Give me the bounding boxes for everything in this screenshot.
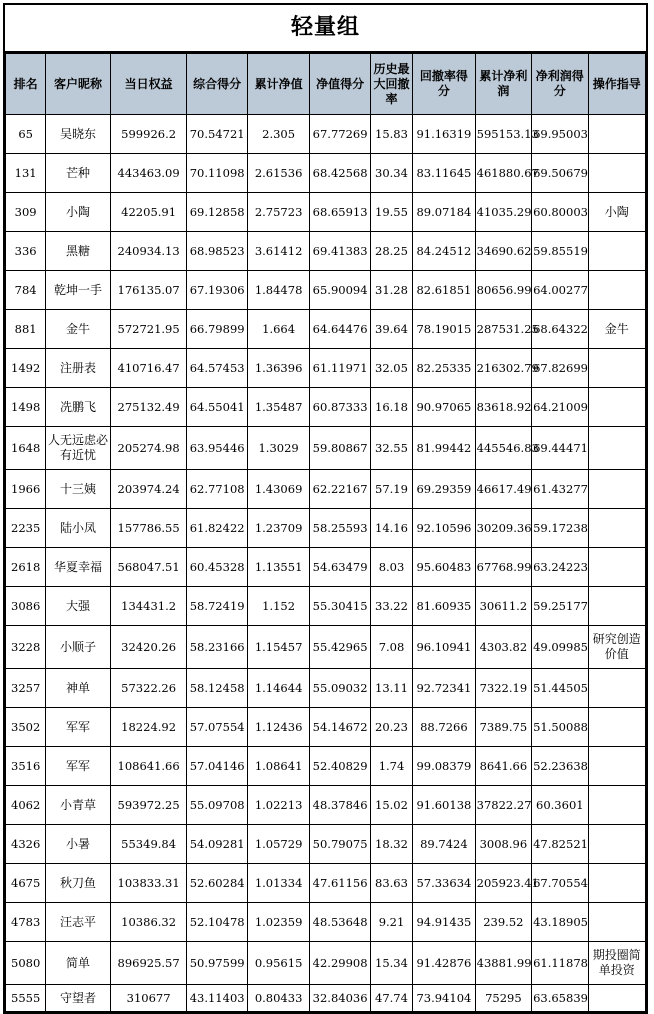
table-row [6, 626, 646, 669]
guidance-cell [588, 509, 645, 548]
max-drawdown-cell: 7.08 [370, 626, 412, 669]
table-row [6, 349, 646, 388]
max-drawdown-cell: 18.32 [370, 825, 412, 864]
guidance-cell [588, 747, 645, 786]
net-value-cell: 1.35487 [247, 388, 309, 427]
drawdown-score-cell: 82.25335 [413, 349, 475, 388]
net-profit-cell: 30209.36 [475, 509, 531, 548]
total-score-cell: 58.12458 [187, 669, 247, 708]
profit-score-cell: 64.21009 [532, 388, 588, 427]
max-drawdown-cell: 39.64 [370, 310, 412, 349]
net-value-score-cell: 58.25593 [310, 509, 370, 548]
equity-cell: 896925.57 [110, 942, 187, 985]
net-profit-cell: 3008.96 [475, 825, 531, 864]
rank-cell: 5080 [6, 942, 46, 985]
guidance-cell [588, 708, 645, 747]
guidance-cell: 研究创造价值 [588, 626, 645, 669]
profit-score-cell: 60.3601 [532, 786, 588, 825]
rank-cell: 5555 [6, 985, 46, 1012]
equity-cell: 572721.95 [110, 310, 187, 349]
nickname-cell: 军军 [46, 708, 111, 747]
table-row [6, 427, 646, 470]
drawdown-score-cell: 73.94104 [413, 985, 475, 1012]
net-value-score-cell: 52.40829 [310, 747, 370, 786]
profit-score-cell: 69.44471 [532, 427, 588, 470]
rank-cell: 309 [6, 193, 46, 232]
profit-score-cell: 47.82521 [532, 825, 588, 864]
header-drawdown-score: 回撤率得分 [413, 54, 475, 115]
net-value-score-cell: 69.41383 [310, 232, 370, 271]
equity-cell: 10386.32 [110, 903, 187, 942]
net-value-cell: 1.01334 [247, 864, 309, 903]
net-value-cell: 1.43069 [247, 470, 309, 509]
net-value-score-cell: 54.14672 [310, 708, 370, 747]
net-value-cell: 1.02213 [247, 786, 309, 825]
guidance-cell [588, 154, 645, 193]
net-profit-cell: 205923.41 [475, 864, 531, 903]
max-drawdown-cell: 16.18 [370, 388, 412, 427]
total-score-cell: 63.95446 [187, 427, 247, 470]
net-profit-cell: 8641.66 [475, 747, 531, 786]
table-row [6, 548, 646, 587]
net-value-cell: 0.95615 [247, 942, 309, 985]
nickname-cell: 汪志平 [46, 903, 111, 942]
net-profit-cell: 43881.99 [475, 942, 531, 985]
net-value-cell: 1.12436 [247, 708, 309, 747]
guidance-cell: 期投圈简单投资 [588, 942, 645, 985]
net-value-score-cell: 55.30415 [310, 587, 370, 626]
total-score-cell: 70.11098 [187, 154, 247, 193]
profit-score-cell: 69.50679 [532, 154, 588, 193]
total-score-cell: 61.82422 [187, 509, 247, 548]
net-profit-cell: 75295 [475, 985, 531, 1012]
rank-cell: 4783 [6, 903, 46, 942]
net-value-score-cell: 68.42568 [310, 154, 370, 193]
max-drawdown-cell: 20.23 [370, 708, 412, 747]
net-value-cell: 0.80433 [247, 985, 309, 1012]
nickname-cell: 小暑 [46, 825, 111, 864]
drawdown-score-cell: 81.99442 [413, 427, 475, 470]
equity-cell: 568047.51 [110, 548, 187, 587]
rank-cell: 4326 [6, 825, 46, 864]
equity-cell: 310677 [110, 985, 187, 1012]
net-value-cell: 2.75723 [247, 193, 309, 232]
max-drawdown-cell: 33.22 [370, 587, 412, 626]
net-profit-cell: 46617.49 [475, 470, 531, 509]
equity-cell: 176135.07 [110, 271, 187, 310]
total-score-cell: 52.60284 [187, 864, 247, 903]
profit-score-cell: 60.80003 [532, 193, 588, 232]
rank-cell: 4062 [6, 786, 46, 825]
equity-cell: 593972.25 [110, 786, 187, 825]
guidance-cell [588, 427, 645, 470]
nickname-cell: 黑糖 [46, 232, 111, 271]
net-profit-cell: 239.52 [475, 903, 531, 942]
net-value-score-cell: 62.22167 [310, 470, 370, 509]
drawdown-score-cell: 84.24512 [413, 232, 475, 271]
rank-cell: 2235 [6, 509, 46, 548]
header-row [6, 54, 646, 115]
profit-score-cell: 67.70554 [532, 864, 588, 903]
table-row [6, 825, 646, 864]
profit-score-cell: 69.95003 [532, 115, 588, 154]
table-row [6, 310, 646, 349]
net-profit-cell: 461880.67 [475, 154, 531, 193]
header-net-value: 累计净值 [247, 54, 309, 115]
profit-score-cell: 63.24223 [532, 548, 588, 587]
total-score-cell: 58.23166 [187, 626, 247, 669]
net-profit-cell: 7389.75 [475, 708, 531, 747]
max-drawdown-cell: 14.16 [370, 509, 412, 548]
total-score-cell: 57.04146 [187, 747, 247, 786]
equity-cell: 275132.49 [110, 388, 187, 427]
net-profit-cell: 7322.19 [475, 669, 531, 708]
max-drawdown-cell: 31.28 [370, 271, 412, 310]
rank-cell: 3502 [6, 708, 46, 747]
total-score-cell: 55.09708 [187, 786, 247, 825]
drawdown-score-cell: 69.29359 [413, 470, 475, 509]
net-value-cell: 2.305 [247, 115, 309, 154]
header-rank: 排名 [6, 54, 46, 115]
max-drawdown-cell: 19.55 [370, 193, 412, 232]
total-score-cell: 68.98523 [187, 232, 247, 271]
max-drawdown-cell: 30.34 [370, 154, 412, 193]
ranking-sheet [3, 3, 648, 1014]
total-score-cell: 69.12858 [187, 193, 247, 232]
net-value-score-cell: 60.87333 [310, 388, 370, 427]
max-drawdown-cell: 8.03 [370, 548, 412, 587]
profit-score-cell: 61.43277 [532, 470, 588, 509]
nickname-cell: 守望者 [46, 985, 111, 1012]
net-profit-cell: 445546.83 [475, 427, 531, 470]
header-max-drawdown: 历史最大回撤率 [370, 54, 412, 115]
rank-cell: 784 [6, 271, 46, 310]
header-equity: 当日权益 [110, 54, 187, 115]
total-score-cell: 43.11403 [187, 985, 247, 1012]
nickname-cell: 军军 [46, 747, 111, 786]
total-score-cell: 64.57453 [187, 349, 247, 388]
nickname-cell: 金牛 [46, 310, 111, 349]
total-score-cell: 60.45328 [187, 548, 247, 587]
equity-cell: 410716.47 [110, 349, 187, 388]
equity-cell: 32420.26 [110, 626, 187, 669]
rank-cell: 65 [6, 115, 46, 154]
net-value-cell: 3.61412 [247, 232, 309, 271]
nickname-cell: 小顺子 [46, 626, 111, 669]
nickname-cell: 吴晓东 [46, 115, 111, 154]
drawdown-score-cell: 90.97065 [413, 388, 475, 427]
table-row [6, 388, 646, 427]
drawdown-score-cell: 92.72341 [413, 669, 475, 708]
net-value-cell: 1.15457 [247, 626, 309, 669]
profit-score-cell: 68.64322 [532, 310, 588, 349]
drawdown-score-cell: 88.7266 [413, 708, 475, 747]
net-value-score-cell: 64.64476 [310, 310, 370, 349]
table-row [6, 942, 646, 985]
rank-cell: 4675 [6, 864, 46, 903]
profit-score-cell: 59.25177 [532, 587, 588, 626]
equity-cell: 42205.91 [110, 193, 187, 232]
max-drawdown-cell: 13.11 [370, 669, 412, 708]
equity-cell: 134431.2 [110, 587, 187, 626]
drawdown-score-cell: 95.60483 [413, 548, 475, 587]
net-value-score-cell: 48.53648 [310, 903, 370, 942]
net-value-score-cell: 48.37846 [310, 786, 370, 825]
nickname-cell: 芒种 [46, 154, 111, 193]
guidance-cell [588, 115, 645, 154]
table-row [6, 786, 646, 825]
net-value-score-cell: 54.63479 [310, 548, 370, 587]
guidance-cell [588, 786, 645, 825]
guidance-cell [588, 864, 645, 903]
drawdown-score-cell: 57.33634 [413, 864, 475, 903]
nickname-cell: 秋刀鱼 [46, 864, 111, 903]
total-score-cell: 66.79899 [187, 310, 247, 349]
total-score-cell: 54.09281 [187, 825, 247, 864]
rank-cell: 2618 [6, 548, 46, 587]
nickname-cell: 冼鹏飞 [46, 388, 111, 427]
net-profit-cell: 41035.29 [475, 193, 531, 232]
header-total-score: 综合得分 [187, 54, 247, 115]
max-drawdown-cell: 32.05 [370, 349, 412, 388]
max-drawdown-cell: 32.55 [370, 427, 412, 470]
max-drawdown-cell: 83.63 [370, 864, 412, 903]
net-value-score-cell: 65.90094 [310, 271, 370, 310]
net-value-cell: 1.84478 [247, 271, 309, 310]
net-value-cell: 1.08641 [247, 747, 309, 786]
net-value-score-cell: 50.79075 [310, 825, 370, 864]
net-value-cell: 1.36396 [247, 349, 309, 388]
total-score-cell: 67.19306 [187, 271, 247, 310]
max-drawdown-cell: 15.02 [370, 786, 412, 825]
nickname-cell: 小青草 [46, 786, 111, 825]
guidance-cell [588, 388, 645, 427]
guidance-cell: 金牛 [588, 310, 645, 349]
table-row [6, 587, 646, 626]
table-row [6, 115, 646, 154]
drawdown-score-cell: 91.60138 [413, 786, 475, 825]
drawdown-score-cell: 94.91435 [413, 903, 475, 942]
table-row [6, 154, 646, 193]
total-score-cell: 58.72419 [187, 587, 247, 626]
nickname-cell: 大强 [46, 587, 111, 626]
profit-score-cell: 63.65839 [532, 985, 588, 1012]
net-value-score-cell: 68.65913 [310, 193, 370, 232]
header-net-profit: 累计净利润 [475, 54, 531, 115]
net-profit-cell: 34690.62 [475, 232, 531, 271]
header-nickname: 客户昵称 [46, 54, 111, 115]
net-value-cell: 2.61536 [247, 154, 309, 193]
nickname-cell: 十三姨 [46, 470, 111, 509]
drawdown-score-cell: 92.10596 [413, 509, 475, 548]
net-value-cell: 1.152 [247, 587, 309, 626]
net-profit-cell: 30611.2 [475, 587, 531, 626]
nickname-cell: 人无远虑必有近忧 [46, 427, 111, 470]
profit-score-cell: 49.09985 [532, 626, 588, 669]
nickname-cell: 简单 [46, 942, 111, 985]
table-row [6, 708, 646, 747]
max-drawdown-cell: 15.83 [370, 115, 412, 154]
guidance-cell [588, 587, 645, 626]
net-value-cell: 1.23709 [247, 509, 309, 548]
drawdown-score-cell: 82.61851 [413, 271, 475, 310]
table-body [6, 115, 646, 1012]
rank-cell: 1966 [6, 470, 46, 509]
equity-cell: 599926.2 [110, 115, 187, 154]
guidance-cell [588, 903, 645, 942]
net-profit-cell: 37822.27 [475, 786, 531, 825]
rank-cell: 1648 [6, 427, 46, 470]
table-row [6, 864, 646, 903]
equity-cell: 443463.09 [110, 154, 187, 193]
drawdown-score-cell: 91.42876 [413, 942, 475, 985]
net-profit-cell: 595153.13 [475, 115, 531, 154]
net-value-score-cell: 55.09032 [310, 669, 370, 708]
total-score-cell: 62.77108 [187, 470, 247, 509]
net-value-score-cell: 61.11971 [310, 349, 370, 388]
net-value-score-cell: 67.77269 [310, 115, 370, 154]
profit-score-cell: 64.00277 [532, 271, 588, 310]
rank-cell: 3257 [6, 669, 46, 708]
guidance-cell [588, 825, 645, 864]
header-net-value-score: 净值得分 [310, 54, 370, 115]
table-row [6, 669, 646, 708]
profit-score-cell: 61.11878 [532, 942, 588, 985]
nickname-cell: 神单 [46, 669, 111, 708]
profit-score-cell: 59.17238 [532, 509, 588, 548]
guidance-cell [588, 271, 645, 310]
rank-cell: 131 [6, 154, 46, 193]
nickname-cell: 注册表 [46, 349, 111, 388]
net-value-cell: 1.664 [247, 310, 309, 349]
drawdown-score-cell: 89.7424 [413, 825, 475, 864]
net-profit-cell: 80656.99 [475, 271, 531, 310]
net-value-cell: 1.02359 [247, 903, 309, 942]
drawdown-score-cell: 91.16319 [413, 115, 475, 154]
net-value-cell: 1.14644 [247, 669, 309, 708]
header-guidance: 操作指导 [588, 54, 645, 115]
profit-score-cell: 51.50088 [532, 708, 588, 747]
profit-score-cell: 43.18905 [532, 903, 588, 942]
net-profit-cell: 67768.99 [475, 548, 531, 587]
total-score-cell: 64.55041 [187, 388, 247, 427]
rank-cell: 336 [6, 232, 46, 271]
max-drawdown-cell: 15.34 [370, 942, 412, 985]
guidance-cell [588, 985, 645, 1012]
table-row [6, 232, 646, 271]
table-row [6, 271, 646, 310]
total-score-cell: 70.54721 [187, 115, 247, 154]
rank-cell: 1492 [6, 349, 46, 388]
net-value-cell: 1.05729 [247, 825, 309, 864]
max-drawdown-cell: 57.19 [370, 470, 412, 509]
table-row [6, 747, 646, 786]
drawdown-score-cell: 81.60935 [413, 587, 475, 626]
total-score-cell: 57.07554 [187, 708, 247, 747]
equity-cell: 205274.98 [110, 427, 187, 470]
total-score-cell: 52.10478 [187, 903, 247, 942]
net-profit-cell: 287531.25 [475, 310, 531, 349]
table-row [6, 985, 646, 1012]
net-value-cell: 1.3029 [247, 427, 309, 470]
guidance-cell [588, 548, 645, 587]
header-profit-score: 净利润得分 [532, 54, 588, 115]
rank-cell: 3516 [6, 747, 46, 786]
nickname-cell: 小陶 [46, 193, 111, 232]
rank-cell: 3086 [6, 587, 46, 626]
nickname-cell: 乾坤一手 [46, 271, 111, 310]
guidance-cell [588, 232, 645, 271]
net-value-score-cell: 32.84036 [310, 985, 370, 1012]
drawdown-score-cell: 78.19015 [413, 310, 475, 349]
table-row [6, 193, 646, 232]
drawdown-score-cell: 96.10941 [413, 626, 475, 669]
nickname-cell: 陆小凤 [46, 509, 111, 548]
net-profit-cell: 216302.79 [475, 349, 531, 388]
net-profit-cell: 4303.82 [475, 626, 531, 669]
equity-cell: 55349.84 [110, 825, 187, 864]
guidance-cell [588, 669, 645, 708]
max-drawdown-cell: 28.25 [370, 232, 412, 271]
max-drawdown-cell: 1.74 [370, 747, 412, 786]
profit-score-cell: 67.82699 [532, 349, 588, 388]
net-value-score-cell: 47.61156 [310, 864, 370, 903]
net-value-cell: 1.13551 [247, 548, 309, 587]
equity-cell: 157786.55 [110, 509, 187, 548]
table-row [6, 509, 646, 548]
equity-cell: 203974.24 [110, 470, 187, 509]
guidance-cell: 小陶 [588, 193, 645, 232]
net-value-score-cell: 59.80867 [310, 427, 370, 470]
table-row [6, 903, 646, 942]
max-drawdown-cell: 47.74 [370, 985, 412, 1012]
rank-cell: 1498 [6, 388, 46, 427]
total-score-cell: 50.97599 [187, 942, 247, 985]
profit-score-cell: 51.44505 [532, 669, 588, 708]
guidance-cell [588, 349, 645, 388]
table-row [6, 470, 646, 509]
equity-cell: 103833.31 [110, 864, 187, 903]
equity-cell: 57322.26 [110, 669, 187, 708]
net-profit-cell: 83618.92 [475, 388, 531, 427]
net-value-score-cell: 42.29908 [310, 942, 370, 985]
equity-cell: 108641.66 [110, 747, 187, 786]
max-drawdown-cell: 9.21 [370, 903, 412, 942]
net-value-score-cell: 55.42965 [310, 626, 370, 669]
equity-cell: 240934.13 [110, 232, 187, 271]
ranking-table [5, 53, 646, 1012]
rank-cell: 881 [6, 310, 46, 349]
drawdown-score-cell: 99.08379 [413, 747, 475, 786]
nickname-cell: 华夏幸福 [46, 548, 111, 587]
profit-score-cell: 59.85519 [532, 232, 588, 271]
profit-score-cell: 52.23638 [532, 747, 588, 786]
equity-cell: 18224.92 [110, 708, 187, 747]
rank-cell: 3228 [6, 626, 46, 669]
drawdown-score-cell: 83.11645 [413, 154, 475, 193]
sheet-title: 轻量组 [5, 5, 646, 53]
guidance-cell [588, 470, 645, 509]
drawdown-score-cell: 89.07184 [413, 193, 475, 232]
